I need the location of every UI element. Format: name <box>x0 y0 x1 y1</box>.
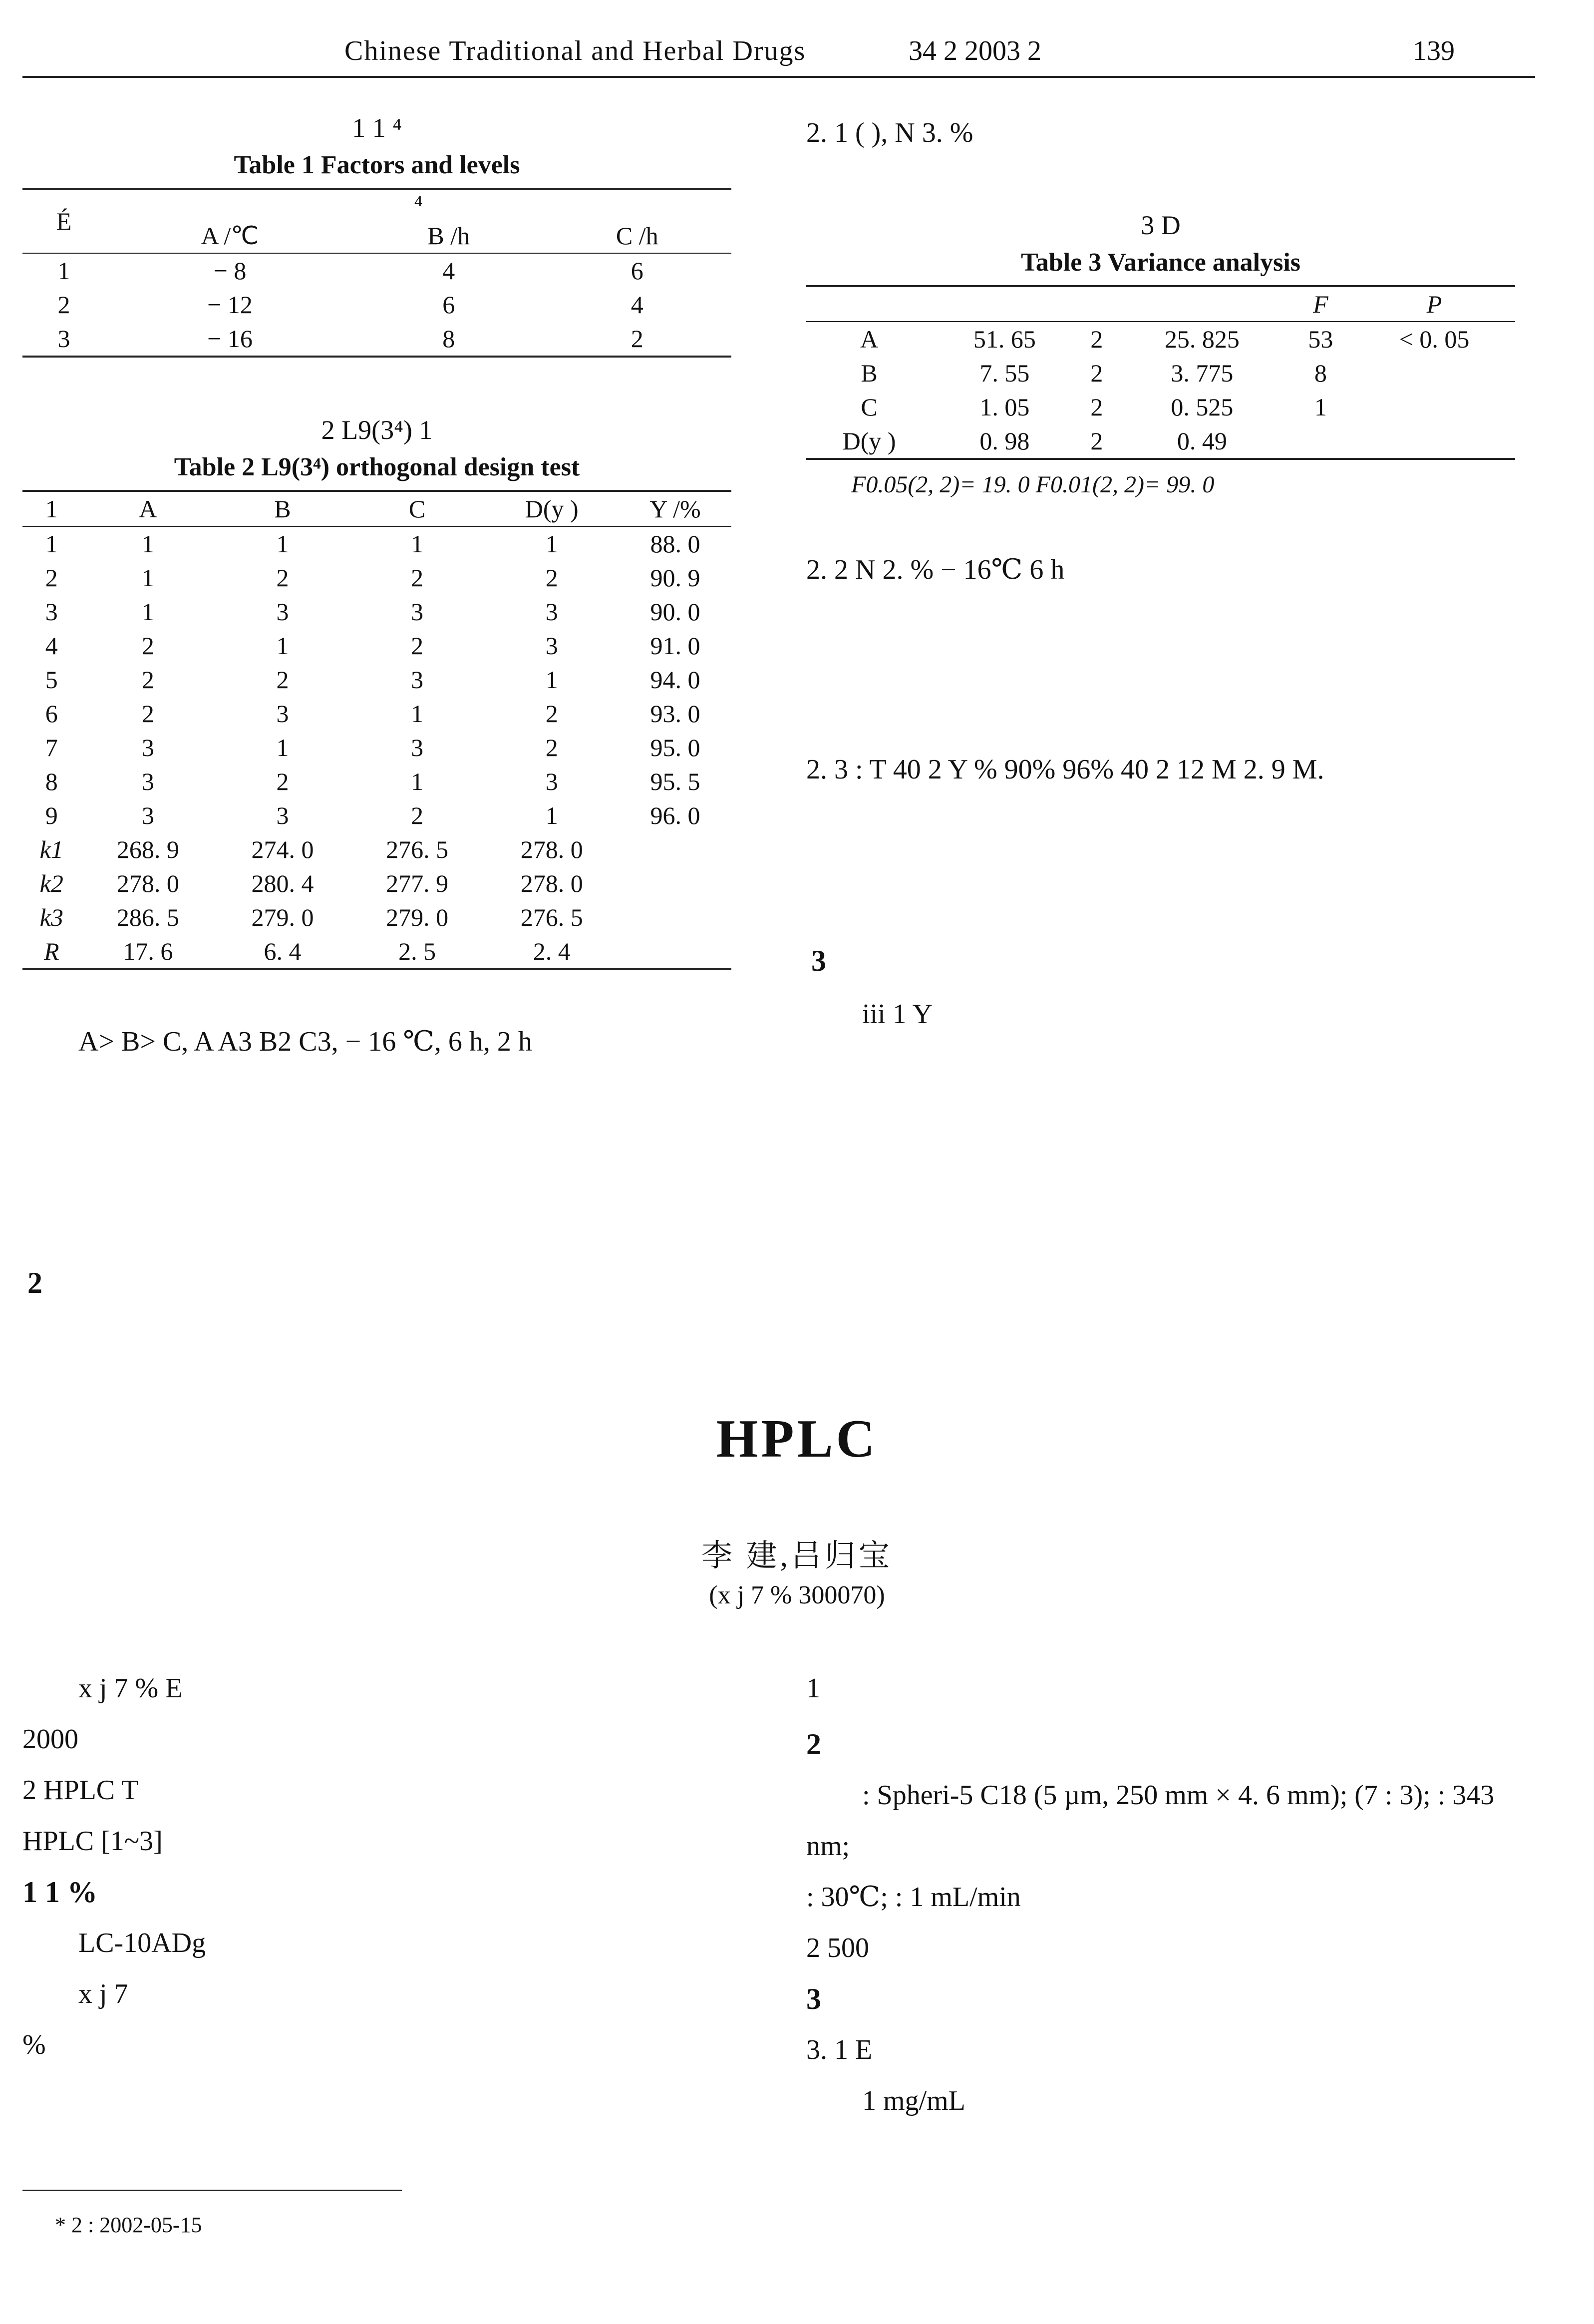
table-row: 2 1 2 2 2 90. 9 <box>45 564 700 592</box>
subsection-2-heading: 2 <box>806 1728 821 1761</box>
footnote <box>55 2212 202 2238</box>
table-row: 3 − 16 8 2 <box>22 322 731 357</box>
running-header <box>0 30 1594 75</box>
table3 <box>806 285 1515 460</box>
table2-caption-cn: 2 L9(3⁴) 1 <box>321 415 433 445</box>
table1-col-c: C /h <box>616 222 658 250</box>
table2-block <box>22 414 731 970</box>
table3-caption-en: Table 3 Variance analysis <box>1020 248 1301 277</box>
table-row: B 7. 55 2 3. 775 8 <box>861 359 1327 387</box>
volume-issue: 34 2 2003 2 <box>909 35 1041 66</box>
left-para-1: A> B> C, A A3 B2 C3, − 16 ℃, 6 h, 2 h <box>78 1026 532 1057</box>
article-authors: 李 建,吕归宝 <box>701 1539 893 1573</box>
table-row: 4 2 1 2 3 91. 0 <box>45 632 700 660</box>
table-row: k2 278. 0 280. 4 277. 9 278. 0 <box>39 869 583 897</box>
table1-caption-cn: 1 1 ⁴ <box>352 113 402 143</box>
subsection-1-heading: 1 1 % <box>22 1876 97 1909</box>
article-right-column: 1 2 : Spheri-5 C18 (5 µm, 250 mm × 4. 6 mm); (7 : 3); : 343 nm; : 30℃; : 1 mL/min 2 500 3 3. 1 E 1 mg/mL <box>806 1663 1540 2126</box>
table-row: 2 − 12 6 4 <box>57 291 643 319</box>
table-row: k3 286. 5 279. 0 279. 0 276. 5 <box>39 903 583 931</box>
table-row: C 1. 05 2 0. 525 1 <box>861 393 1327 421</box>
article-affiliation: (x j 7 % 300070) <box>709 1581 885 1609</box>
left-paragraph <box>22 1016 731 1067</box>
section-2-heading: 2 <box>27 1266 42 1299</box>
table1-group-header: ⁴ <box>414 190 423 218</box>
right-para-2-2: 2. 2 N 2. % − 16℃ 6 h <box>806 554 1065 585</box>
table-row: 9 3 3 2 1 96. 0 <box>45 801 700 829</box>
footnote-rule <box>22 2190 402 2191</box>
table1-block <box>22 112 731 358</box>
right-para-2-1: 2. 1 ( ), N 3. % <box>806 117 973 148</box>
table-row: R 17. 6 6. 4 2. 5 2. 4 <box>22 934 731 969</box>
article-left-column: x j 7 % E 2000 2 HPLC T HPLC [1~3] 1 1 % LC-10ADg x j 7 % <box>22 1663 731 2070</box>
table-row: 6 2 3 1 2 93. 0 <box>45 700 700 728</box>
table1-level-header: É <box>56 207 72 235</box>
table3-header-row: F P <box>806 286 1515 322</box>
footnote-marker: * <box>55 2213 71 2237</box>
page-number: 139 <box>1413 35 1455 66</box>
right-para-2-3: 2. 3 : T 40 2 Y % 90% 96% 40 2 12 M 2. 9 M. <box>806 754 1324 785</box>
journal-name: Chinese Traditional and Herbal Drugs <box>344 35 806 66</box>
header-rule <box>22 76 1535 78</box>
f-values: F0.05(2, 2)= 19. 0 F0.01(2, 2)= 99. 0 <box>851 471 1215 498</box>
table-row: 8 3 2 1 3 95. 5 <box>45 768 700 795</box>
table-row: 1 1 1 1 1 88. 0 <box>45 530 700 558</box>
table1-col-b: B /h <box>427 222 470 250</box>
subsection-3-heading: 3 <box>806 1982 821 2015</box>
table3-caption-cn: 3 D <box>1141 210 1181 240</box>
table2-caption-en: Table 2 L9(3⁴) orthogonal design test <box>174 453 580 481</box>
table-row: A 51. 65 2 25. 825 53 < 0. 05 <box>860 325 1470 353</box>
table-row: 7 3 1 3 2 95. 0 <box>45 734 700 762</box>
table-row: k1 268. 9 274. 0 276. 5 278. 0 <box>39 835 583 863</box>
footnote-text: 2 : 2002-05-15 <box>71 2213 202 2237</box>
table2-header-row: 1 A B C D(y ) Y /% <box>22 491 731 526</box>
right-para-3: iii 1 Y <box>862 999 933 1030</box>
table1-col-a: A /℃ <box>201 222 259 250</box>
table3-block <box>806 210 1515 498</box>
table2 <box>22 490 731 970</box>
section-3-heading: 3 <box>811 944 826 977</box>
table-row: 3 1 3 3 3 90. 0 <box>45 598 700 626</box>
table-row: 1 − 8 4 6 <box>57 257 643 285</box>
article-title: HPLC <box>716 1409 878 1469</box>
table1-caption-en: Table 1 Factors and levels <box>234 151 520 179</box>
table-row: D(y ) 0. 98 2 0. 49 <box>806 424 1515 459</box>
table1 <box>22 188 731 358</box>
table-row: 5 2 2 3 1 94. 0 <box>45 666 700 694</box>
